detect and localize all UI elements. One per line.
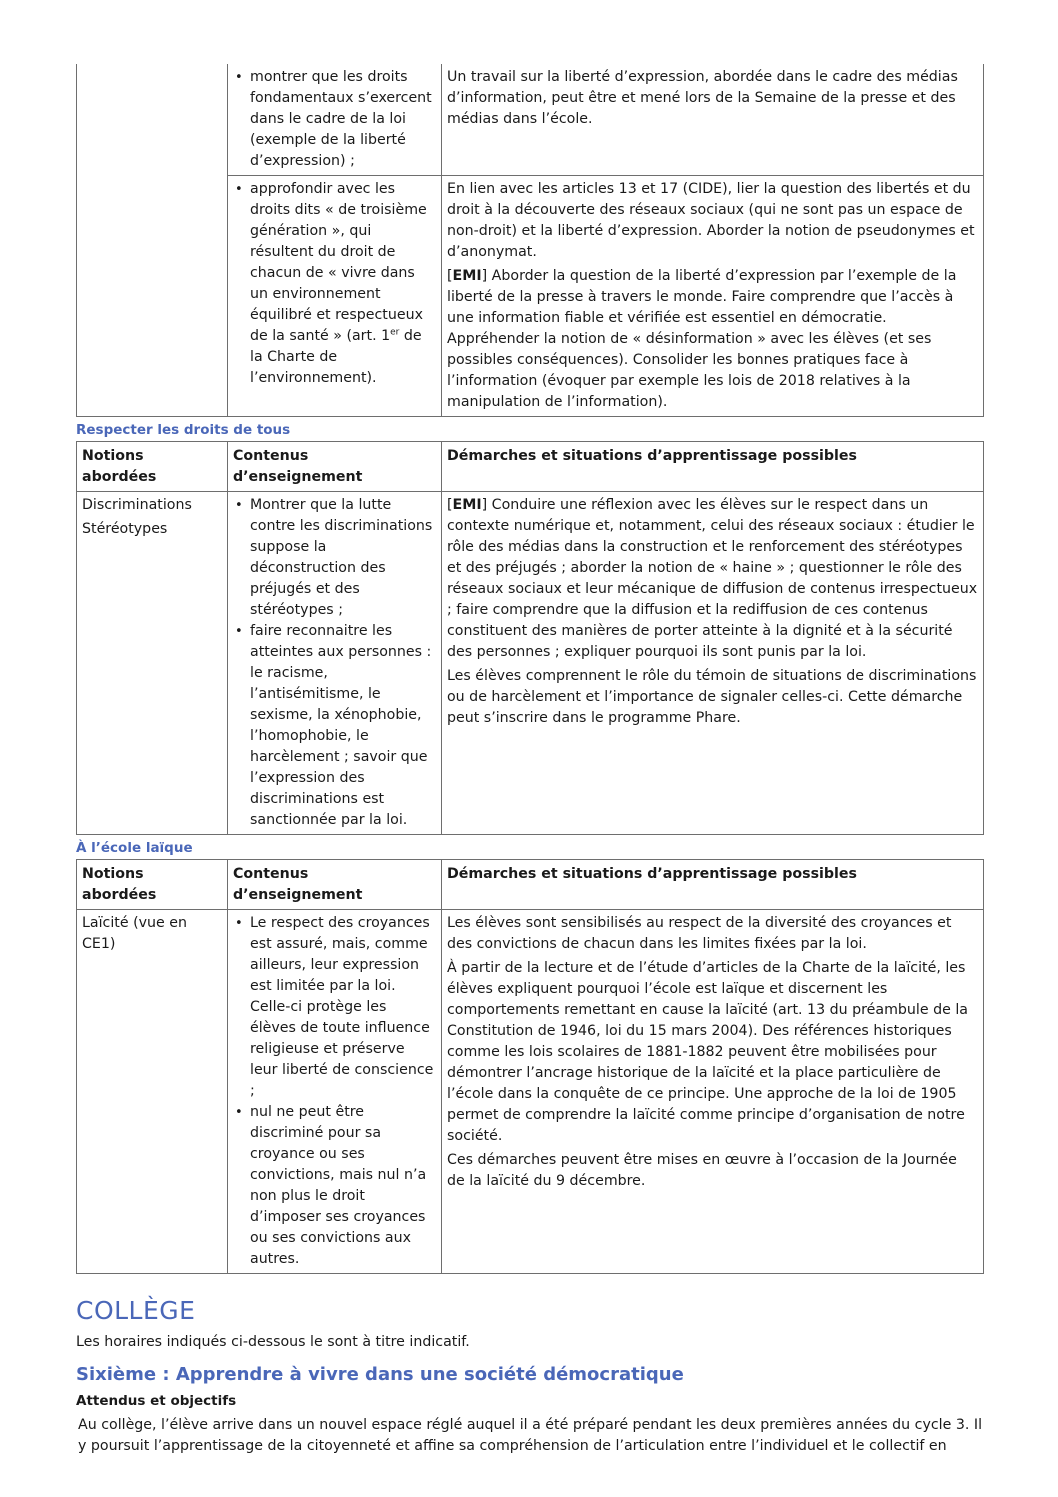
list-item: • nul ne peut être discriminé pour sa croyance ou ses convictions, mais nul n’a non plus le droit d’imposer ses croyances ou ses convictions aux autres. xyxy=(250,1102,436,1270)
contenu-cell xyxy=(228,64,442,176)
demarches-cell xyxy=(442,176,984,417)
demarche-paragraph: En lien avec les articles 13 et 17 (CIDE), lier la question des libertés et du droit à la découverte des réseaux sociaux (qui ne sont pas un espace de non-droit) et la liberté d’expression. Aborder la notion de pseudonymes et d’anonymat. xyxy=(447,181,975,260)
emi-tag: EMI xyxy=(452,497,482,513)
table-laique xyxy=(76,859,984,1274)
contenu-cell xyxy=(228,176,442,417)
demarches-cell xyxy=(442,910,984,1274)
document-page xyxy=(76,64,983,1457)
demarche-paragraph: Les élèves sont sensibilisés au respect de la diversité des croyances et des convictions de chacun dans les limites fixées par la loi. xyxy=(447,915,952,952)
table-continuation xyxy=(76,64,984,417)
list-item: • faire reconnaitre les atteintes aux personnes : le racisme, l’antisémitisme, le sexisme, la xénophobie, l’homophobie, le harcèlement ; savoir que l’expression des discriminations est sanctionnée par la loi. xyxy=(250,621,436,831)
demarche-paragraph: À partir de la lecture et de l’étude d’articles de la Charte de la laïcité, les élèves expliquent pourquoi l’école est laïque et discernent les comportements remettant en cause la laïcité (art. 13 du préambule de la Constitution de 1946, loi du 15 mars 2004). Des références historiques comme les lois scolaires de 1881-1882 peuvent être mobilisées pour démontrer l’ancrage historique de la laïcité et la place particulière de l’école dans la conquête de ce principe. Une approche de la loi de 1905 permet de comprendre la laïcité comme principe d’organisation de notre société. xyxy=(447,960,968,1144)
notion-cell: Discriminations Stéréotypes xyxy=(77,492,228,835)
notion-cell-empty xyxy=(77,64,228,417)
attendus-heading: Attendus et objectifs xyxy=(76,1393,237,1409)
list-item: • Montrer que la lutte contre les discriminations suppose la déconstruction des préjugés et des stéréotypes ; xyxy=(250,495,436,621)
demarche-paragraph-emi: [EMI] Conduire une réflexion avec les élèves sur le respect dans un contexte numérique et, notamment, celui des réseaux sociaux : étudier le rôle des médias dans la construction et le renforcement des stéréotypes et des préjugés ; aborder la notion de « haine » ; questionner le rôle des réseaux sociaux et leur mécanique de diffusion de contenus irrespectueux ; faire comprendre que la diffusion et la rediffusion de ces contenus constituent des manières de porter atteinte à la dignité et à la sécurité des personnes ; expliquer pourquoi ils sont punis par la loi. xyxy=(447,497,978,660)
table-respect xyxy=(76,441,984,835)
column-header: Démarches et situations d’apprentissage possibles xyxy=(442,860,984,910)
notion-cell: Laïcité (vue en CE1) xyxy=(77,910,228,1274)
column-header: Contenus d’enseignement xyxy=(228,442,442,492)
list-item: • montrer que les droits fondamentaux s’exercent dans le cadre de la loi (exemple de la liberté d’expression) ; xyxy=(250,67,436,172)
column-header: Contenus d’enseignement xyxy=(228,860,442,910)
table-row xyxy=(77,910,984,1274)
section-title-respect: Respecter les droits de tous xyxy=(76,422,291,438)
list-item: • approfondir avec les droits dits « de troisième génération », qui résultent du droit de chacun de « vivre dans un environnement équilibré et respectueux de la santé » (art. 1er de la Charte de l’environnement). xyxy=(250,179,436,389)
column-header: Notions abordées xyxy=(77,442,228,492)
sixieme-heading: Sixième : Apprendre à vivre dans une société démocratique xyxy=(76,1364,684,1385)
demarche-paragraph-emi: [EMI] Aborder la question de la liberté d’expression par l’exemple de la liberté de la presse à travers le monde. Faire comprendre que l’accès à une information fiable et vérifiée est essentiel en démocratie. Appréhender la notion de « désinformation » avec les élèves (et ses possibles conséquences). Consolider les bonnes pratiques face à l’information (évoquer par exemple les lois de 2018 relatives à la manipulation de l’information). xyxy=(447,268,957,410)
demarche-paragraph: Les élèves comprennent le rôle du témoin de situations de discriminations ou de harcèlement et l’importance de signaler celles-ci. Cette démarche peut s’inscrire dans le programme Phare. xyxy=(447,668,977,726)
column-header: Notions abordées xyxy=(77,860,228,910)
college-heading: COLLÈGE xyxy=(76,1296,196,1325)
attendus-paragraph: Au collège, l’élève arrive dans un nouvel espace réglé auquel il a été préparé pendant les deux premières années du cycle 3. Il y poursuit l’apprentissage de la citoyenneté et affine sa compréhension de l’articulation entre l’individuel et le collectif en xyxy=(78,1417,983,1454)
table-row xyxy=(77,64,984,176)
table-header-row xyxy=(77,442,984,492)
demarche-paragraph: Ces démarches peuvent être mises en œuvre à l’occasion de la Journée de la laïcité du 9 décembre. xyxy=(447,1152,957,1189)
table-row xyxy=(77,492,984,835)
section-title-laique: À l’école laïque xyxy=(76,840,193,856)
college-intro: Les horaires indiqués ci-dessous le sont à titre indicatif. xyxy=(76,1334,470,1350)
emi-tag: EMI xyxy=(452,268,482,284)
contenu-cell xyxy=(228,910,442,1274)
demarches-cell xyxy=(442,492,984,835)
column-header: Démarches et situations d’apprentissage possibles xyxy=(442,442,984,492)
table-header-row xyxy=(77,860,984,910)
contenu-cell xyxy=(228,492,442,835)
demarches-cell xyxy=(442,64,984,176)
demarche-paragraph: Un travail sur la liberté d’expression, abordée dans le cadre des médias d’information, peut être et mené lors de la Semaine de la presse et des médias dans l’école. xyxy=(447,69,958,127)
list-item: • Le respect des croyances est assuré, mais, comme ailleurs, leur expression est limitée par la loi. Celle-ci protège les élèves de toute influence religieuse et préserve leur liberté de conscience ; xyxy=(250,913,436,1102)
